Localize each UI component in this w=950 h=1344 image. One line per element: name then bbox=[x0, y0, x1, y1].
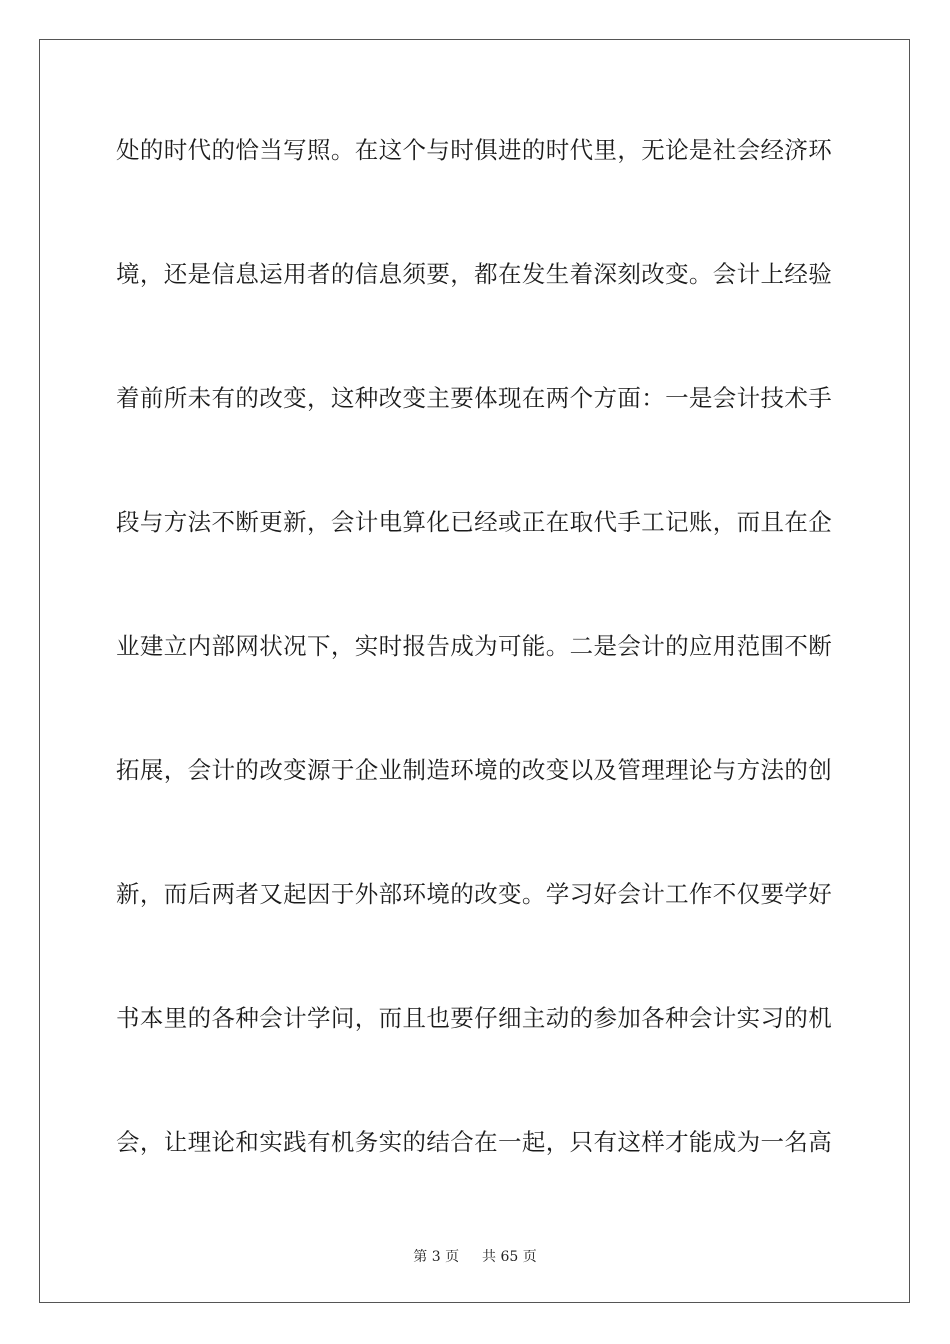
text-line: 业建立内部网状况下，实时报告成为可能。二是会计的应用范围不断 bbox=[116, 632, 832, 660]
text-line: 书本里的各种会计学问，而且也要仔细主动的参加各种会计实习的机 bbox=[116, 1004, 832, 1032]
page-footer bbox=[0, 1246, 950, 1266]
page-frame bbox=[39, 39, 910, 1303]
text-line: 新，而后两者又起因于外部环境的改变。学习好会计工作不仅要学好 bbox=[116, 880, 832, 908]
text-line: 拓展，会计的改变源于企业制造环境的改变以及管理理论与方法的创 bbox=[116, 756, 832, 784]
text-line: 段与方法不断更新，会计电算化已经或正在取代手工记账，而且在企 bbox=[116, 508, 832, 536]
page-number: 第 3 页 bbox=[413, 1249, 460, 1265]
text-line: 处的时代的恰当写照。在这个与时俱进的时代里，无论是社会经济环 bbox=[116, 136, 832, 164]
text-line: 境，还是信息运用者的信息须要，都在发生着深刻改变。会计上经验 bbox=[116, 260, 832, 288]
text-line: 会，让理论和实践有机务实的结合在一起，只有这样才能成为一名高 bbox=[116, 1128, 832, 1156]
page-total: 共 65 页 bbox=[482, 1249, 537, 1265]
text-line: 着前所未有的改变，这种改变主要体现在两个方面：一是会计技术手 bbox=[116, 384, 832, 412]
